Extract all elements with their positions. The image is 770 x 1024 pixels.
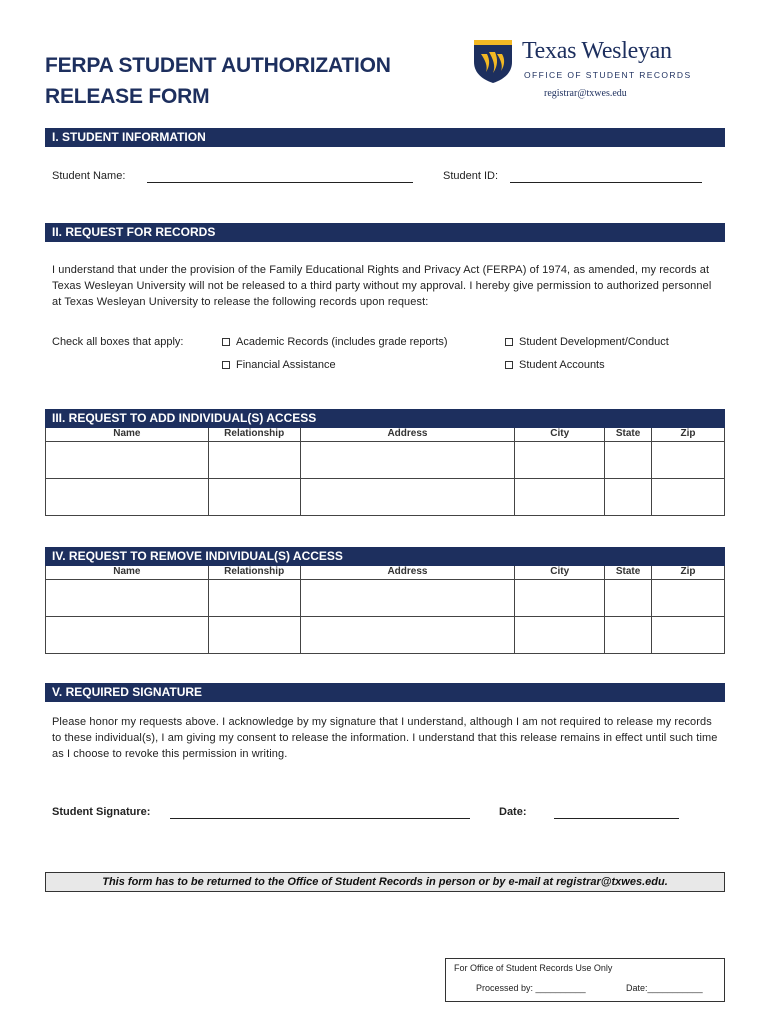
processed-by-field: Processed by: __________: [476, 983, 586, 993]
date-label: Date:: [499, 806, 527, 818]
table-cell[interactable]: [515, 478, 605, 515]
table-cell[interactable]: [46, 616, 209, 653]
table-cell[interactable]: [605, 478, 652, 515]
table-cell[interactable]: [652, 478, 725, 515]
column-header: Address: [300, 566, 515, 579]
column-header: State: [605, 428, 652, 441]
checkbox-label: Student Development/Conduct: [519, 336, 669, 348]
office-use-title: For Office of Student Records Use Only: [454, 963, 613, 973]
table-cell[interactable]: [652, 579, 725, 616]
section-remove-access: IV. REQUEST TO REMOVE INDIVIDUAL(S) ACCESS: [45, 547, 725, 566]
checkbox-icon[interactable]: [505, 361, 513, 369]
table-row: [46, 441, 725, 478]
table-header-row: [46, 428, 725, 441]
date-field[interactable]: [554, 818, 679, 819]
table-cell[interactable]: [605, 441, 652, 478]
title-line-2: RELEASE FORM: [45, 85, 210, 108]
checkbox-student-accounts[interactable]: [505, 359, 605, 371]
check-all-label: Check all boxes that apply:: [52, 336, 184, 348]
column-header: Name: [46, 428, 209, 441]
checkbox-financial-assistance[interactable]: [222, 359, 336, 371]
table-cell[interactable]: [515, 441, 605, 478]
column-header: Zip: [652, 566, 725, 579]
table-cell[interactable]: [515, 616, 605, 653]
section-student-information: I. STUDENT INFORMATION: [45, 128, 725, 147]
checkbox-academic-records[interactable]: [222, 336, 448, 348]
section-required-signature: V. REQUIRED SIGNATURE: [45, 683, 725, 702]
student-signature-label: Student Signature:: [52, 806, 151, 818]
checkbox-icon[interactable]: [505, 338, 513, 346]
student-id-field[interactable]: [510, 182, 702, 183]
table-cell[interactable]: [605, 579, 652, 616]
office-date-field: Date:___________: [626, 983, 703, 993]
add-access-table: [45, 428, 725, 516]
column-header: Address: [300, 428, 515, 441]
title-line-1: FERPA STUDENT AUTHORIZATION: [45, 54, 391, 77]
student-id-label: Student ID:: [443, 170, 499, 182]
records-paragraph: I understand that under the provision of the Family Educational Rights and Privacy Act (FERPA) of 1974, as amended, my records at Texas Wesleyan University will not be released to a third party without my approval. I hereby give permission to authorized personnel at Texas Wesleyan University to release the following records upon request:: [52, 264, 712, 308]
table-cell[interactable]: [515, 579, 605, 616]
registrar-email[interactable]: registrar@txwes.edu: [544, 88, 627, 99]
column-header: Relationship: [208, 428, 300, 441]
column-header: City: [515, 428, 605, 441]
table-cell[interactable]: [208, 478, 300, 515]
table-cell[interactable]: [46, 478, 209, 515]
table-header-row: [46, 566, 725, 579]
checkbox-icon[interactable]: [222, 361, 230, 369]
page-title: [45, 50, 391, 112]
checkbox-icon[interactable]: [222, 338, 230, 346]
checkbox-label: Academic Records (includes grade reports): [236, 336, 448, 348]
column-header: State: [605, 566, 652, 579]
student-name-label: Student Name:: [52, 170, 126, 182]
table-cell[interactable]: [208, 579, 300, 616]
table-cell[interactable]: [46, 579, 209, 616]
remove-access-table: [45, 566, 725, 654]
column-header: Zip: [652, 428, 725, 441]
table-cell[interactable]: [300, 579, 515, 616]
section-add-access: III. REQUEST TO ADD INDIVIDUAL(S) ACCESS: [45, 409, 725, 428]
texas-wesleyan-logo: [472, 36, 692, 86]
checkbox-label: Financial Assistance: [236, 359, 336, 371]
column-header: City: [515, 566, 605, 579]
table-cell[interactable]: [652, 616, 725, 653]
student-signature-field[interactable]: [170, 818, 470, 819]
table-cell[interactable]: [208, 616, 300, 653]
table-cell[interactable]: [605, 616, 652, 653]
table-row: [46, 579, 725, 616]
table-cell[interactable]: [300, 441, 515, 478]
student-name-field[interactable]: [147, 182, 413, 183]
table-cell[interactable]: [300, 478, 515, 515]
section-request-for-records: II. REQUEST FOR RECORDS: [45, 223, 725, 242]
table-row: [46, 616, 725, 653]
column-header: Name: [46, 566, 209, 579]
checkbox-student-development[interactable]: [505, 336, 669, 348]
table-cell[interactable]: [300, 616, 515, 653]
column-header: Relationship: [208, 566, 300, 579]
table-cell[interactable]: [208, 441, 300, 478]
table-cell[interactable]: [46, 441, 209, 478]
logo-name: Texas Wesleyan: [522, 38, 672, 64]
shield-logo-icon: [472, 38, 514, 84]
table-row: [46, 478, 725, 515]
signature-paragraph: Please honor my requests above. I acknowledge by my signature that I understand, although I am not required to release my records to these individual(s), I am giving my consent to release the information. I understand that this release remains in effect until such time as I choose to revoke this permission in writing.: [52, 716, 718, 760]
return-notice: This form has to be returned to the Office of Student Records in person or by e-mail at registrar@txwes.edu.: [45, 872, 725, 892]
checkbox-label: Student Accounts: [519, 359, 605, 371]
office-use-box: [445, 958, 725, 1002]
logo-subtitle: OFFICE OF STUDENT RECORDS: [524, 70, 692, 80]
table-cell[interactable]: [652, 441, 725, 478]
